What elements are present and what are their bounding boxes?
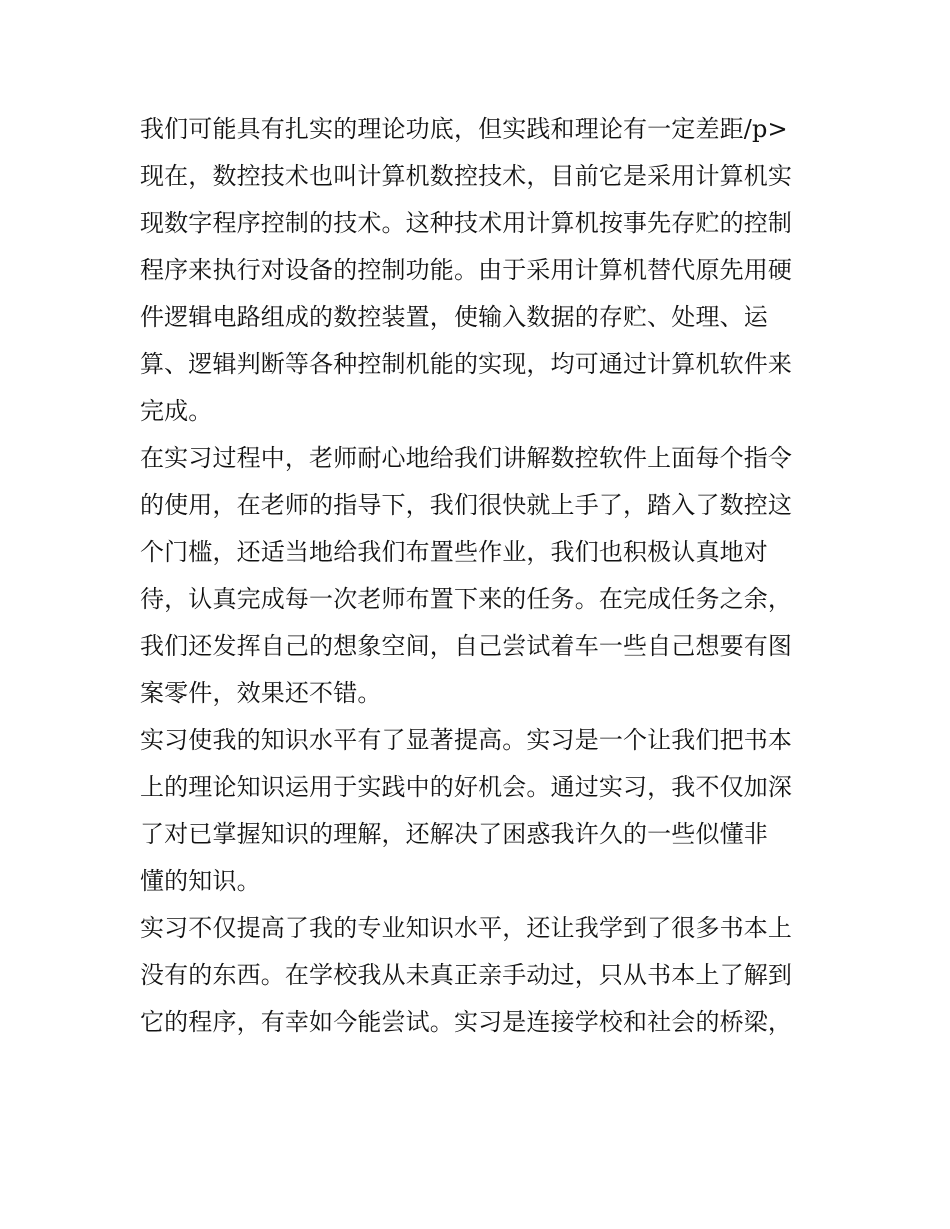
text-line: 我们可能具有扎实的理论功底，但实践和理论有一定差距/p> [140, 115, 788, 143]
text-line: 待，认真完成每一次老师布置下来的任务。在完成任务之余， [140, 585, 793, 613]
text-line: 没有的东西。在学校我从未真正亲手动过，只从书本上了解到 [140, 961, 793, 989]
text-line: 懂的知识。 [140, 867, 261, 895]
text-line: 上的理论知识运用于实践中的好机会。通过实习，我不仅加深 [140, 773, 793, 801]
text-line: 现在，数控技术也叫计算机数控技术，目前它是采用计算机实 [140, 162, 793, 190]
text-line: 的使用，在老师的指导下，我们很快就上手了，踏入了数控这 [140, 491, 793, 519]
text-line: 我们还发挥自己的想象空间，自己尝试着车一些自己想要有图 [140, 632, 793, 660]
document-body [140, 106, 820, 1046]
text-line: 个门槛，还适当地给我们布置些作业，我们也积极认真地对 [140, 538, 768, 566]
text-line: 件逻辑电路组成的数控装置，使输入数据的存贮、处理、运 [140, 303, 768, 331]
text-line: 程序来执行对设备的控制功能。由于采用计算机替代原先用硬 [140, 256, 793, 284]
text-line: 现数字程序控制的技术。这种技术用计算机按事先存贮的控制 [140, 209, 793, 237]
text-line: 算、逻辑判断等各种控制机能的实现，均可通过计算机软件来 [140, 350, 793, 378]
text-line: 实习使我的知识水平有了显著提高。实习是一个让我们把书本 [140, 726, 793, 754]
text-line: 它的程序，有幸如今能尝试。实习是连接学校和社会的桥梁， [140, 1008, 793, 1036]
text-line: 在实习过程中，老师耐心地给我们讲解数控软件上面每个指令 [140, 444, 793, 472]
text-line: 完成。 [140, 397, 213, 425]
text-line: 案零件，效果还不错。 [140, 679, 382, 707]
text-line: 实习不仅提高了我的专业知识水平，还让我学到了很多书本上 [140, 914, 793, 942]
text-line: 了对已掌握知识的理解，还解决了困惑我许久的一些似懂非 [140, 820, 768, 848]
